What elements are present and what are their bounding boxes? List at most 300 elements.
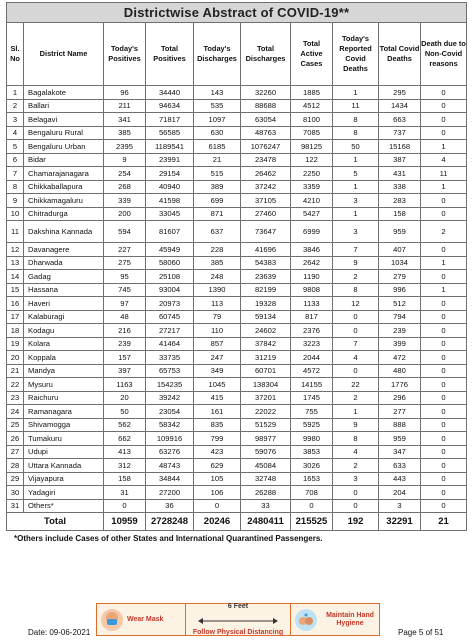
data-cell: 58060 xyxy=(146,256,194,270)
row-number: 10 xyxy=(7,207,24,221)
distancing-section xyxy=(186,604,291,635)
data-cell: 2376 xyxy=(291,324,333,338)
distancing-icon xyxy=(198,611,278,629)
data-cell: 37842 xyxy=(241,337,291,351)
data-cell: 94634 xyxy=(146,99,194,113)
table-row xyxy=(7,256,467,270)
table-row xyxy=(7,445,467,459)
data-cell: 349 xyxy=(194,364,241,378)
data-cell: 247 xyxy=(194,351,241,365)
col-header-total-positives: Total Positives xyxy=(146,23,194,86)
data-cell: 0 xyxy=(333,364,379,378)
data-cell: 662 xyxy=(104,432,146,446)
data-cell: 11 xyxy=(421,167,467,181)
data-cell: 71817 xyxy=(146,113,194,127)
district-name: Udupi xyxy=(24,445,104,459)
data-cell: 37201 xyxy=(241,391,291,405)
row-number: 22 xyxy=(7,378,24,392)
data-cell: 6185 xyxy=(194,140,241,154)
data-cell: 54383 xyxy=(241,256,291,270)
data-cell: 888 xyxy=(379,418,421,432)
data-cell: 341 xyxy=(104,113,146,127)
data-cell: 27217 xyxy=(146,324,194,338)
data-cell: 50 xyxy=(104,405,146,419)
row-number: 2 xyxy=(7,99,24,113)
data-cell: 0 xyxy=(421,364,467,378)
table-row xyxy=(7,432,467,446)
data-cell: 423 xyxy=(194,445,241,459)
data-cell: 3846 xyxy=(291,243,333,257)
data-cell: 9 xyxy=(104,153,146,167)
table-row xyxy=(7,310,467,324)
data-cell: 11 xyxy=(333,99,379,113)
data-cell: 63276 xyxy=(146,445,194,459)
data-cell: 8 xyxy=(333,432,379,446)
data-cell: 36 xyxy=(146,499,194,513)
data-cell: 15168 xyxy=(379,140,421,154)
data-cell: 1 xyxy=(421,140,467,154)
district-name: Dharwada xyxy=(24,256,104,270)
data-cell: 0 xyxy=(291,499,333,513)
data-cell: 275 xyxy=(104,256,146,270)
data-cell: 40940 xyxy=(146,180,194,194)
data-cell: 22 xyxy=(333,378,379,392)
data-cell: 25108 xyxy=(146,270,194,284)
data-cell: 0 xyxy=(421,337,467,351)
data-cell: 0 xyxy=(333,499,379,513)
district-name: Chamarajanagara xyxy=(24,167,104,181)
data-cell: 1076247 xyxy=(241,140,291,154)
data-cell: 0 xyxy=(421,351,467,365)
data-cell: 34844 xyxy=(146,472,194,486)
data-cell: 0 xyxy=(421,126,467,140)
data-cell: 0 xyxy=(333,324,379,338)
data-cell: 996 xyxy=(379,283,421,297)
data-cell: 82199 xyxy=(241,283,291,297)
data-cell: 9 xyxy=(333,256,379,270)
data-cell: 0 xyxy=(421,499,467,513)
table-row xyxy=(7,86,467,100)
table-row xyxy=(7,391,467,405)
data-cell: 0 xyxy=(421,432,467,446)
data-cell: 737 xyxy=(379,126,421,140)
data-cell: 158 xyxy=(379,207,421,221)
data-cell: 106 xyxy=(194,486,241,500)
table-body xyxy=(7,86,467,513)
data-cell: 45949 xyxy=(146,243,194,257)
data-cell: 228 xyxy=(194,243,241,257)
table-row xyxy=(7,113,467,127)
table-row xyxy=(7,486,467,500)
data-cell: 794 xyxy=(379,310,421,324)
data-cell: 7085 xyxy=(291,126,333,140)
data-cell: 0 xyxy=(194,499,241,513)
data-cell: 0 xyxy=(421,207,467,221)
data-cell: 397 xyxy=(104,364,146,378)
total-cell: 2480411 xyxy=(241,513,291,531)
data-cell: 0 xyxy=(421,113,467,127)
row-number: 7 xyxy=(7,167,24,181)
data-cell: 60745 xyxy=(146,310,194,324)
data-cell: 633 xyxy=(379,459,421,473)
table-row xyxy=(7,194,467,208)
district-name: Davanagere xyxy=(24,243,104,257)
data-cell: 3026 xyxy=(291,459,333,473)
data-cell: 65753 xyxy=(146,364,194,378)
table-row xyxy=(7,180,467,194)
district-name: Dakshina Kannada xyxy=(24,221,104,243)
data-cell: 385 xyxy=(104,126,146,140)
data-cell: 535 xyxy=(194,99,241,113)
data-cell: 8 xyxy=(333,113,379,127)
data-cell: 239 xyxy=(379,324,421,338)
data-cell: 23639 xyxy=(241,270,291,284)
data-cell: 60701 xyxy=(241,364,291,378)
data-cell: 41464 xyxy=(146,337,194,351)
data-cell: 0 xyxy=(421,243,467,257)
data-cell: 443 xyxy=(379,472,421,486)
data-cell: 3 xyxy=(333,194,379,208)
data-cell: 5 xyxy=(333,167,379,181)
data-cell: 1434 xyxy=(379,99,421,113)
district-table xyxy=(6,2,467,531)
data-cell: 37105 xyxy=(241,194,291,208)
district-name: Shivamogga xyxy=(24,418,104,432)
data-cell: 14155 xyxy=(291,378,333,392)
data-cell: 4512 xyxy=(291,99,333,113)
data-cell: 1 xyxy=(421,256,467,270)
data-cell: 279 xyxy=(379,270,421,284)
col-header-district: District Name xyxy=(24,23,104,86)
data-cell: 338 xyxy=(379,180,421,194)
data-cell: 312 xyxy=(104,459,146,473)
data-cell: 27200 xyxy=(146,486,194,500)
data-cell: 871 xyxy=(194,207,241,221)
row-number: 8 xyxy=(7,180,24,194)
data-cell: 277 xyxy=(379,405,421,419)
data-cell: 5925 xyxy=(291,418,333,432)
data-cell: 9808 xyxy=(291,283,333,297)
total-cell: 192 xyxy=(333,513,379,531)
data-cell: 93004 xyxy=(146,283,194,297)
table-row xyxy=(7,405,467,419)
data-cell: 7 xyxy=(333,337,379,351)
data-cell: 387 xyxy=(379,153,421,167)
data-cell: 399 xyxy=(379,337,421,351)
data-cell: 708 xyxy=(291,486,333,500)
table-row xyxy=(7,378,467,392)
data-cell: 0 xyxy=(421,378,467,392)
data-cell: 9 xyxy=(333,418,379,432)
data-cell: 415 xyxy=(194,391,241,405)
col-header-non-covid-deaths: Death due to Non-Covid reasons xyxy=(421,23,467,86)
row-number: 19 xyxy=(7,337,24,351)
data-cell: 2 xyxy=(333,391,379,405)
data-cell: 3223 xyxy=(291,337,333,351)
row-number: 29 xyxy=(7,472,24,486)
data-cell: 0 xyxy=(421,391,467,405)
data-cell: 24602 xyxy=(241,324,291,338)
data-cell: 431 xyxy=(379,167,421,181)
data-cell: 4210 xyxy=(291,194,333,208)
data-cell: 33 xyxy=(241,499,291,513)
data-cell: 857 xyxy=(194,337,241,351)
data-cell: 2 xyxy=(333,270,379,284)
data-cell: 0 xyxy=(333,486,379,500)
district-name: Chitradurga xyxy=(24,207,104,221)
data-cell: 110 xyxy=(194,324,241,338)
data-cell: 239 xyxy=(104,337,146,351)
row-number: 11 xyxy=(7,221,24,243)
district-name: Bengaluru Urban xyxy=(24,140,104,154)
district-name: Hassana xyxy=(24,283,104,297)
col-header-today-positives: Today's Positives xyxy=(104,23,146,86)
data-cell: 8 xyxy=(333,126,379,140)
data-cell: 0 xyxy=(421,310,467,324)
data-cell: 3 xyxy=(333,472,379,486)
data-cell: 27460 xyxy=(241,207,291,221)
data-cell: 97 xyxy=(104,297,146,311)
data-cell: 0 xyxy=(421,194,467,208)
data-cell: 295 xyxy=(379,86,421,100)
district-name: Uttara Kannada xyxy=(24,459,104,473)
table-row xyxy=(7,283,467,297)
data-cell: 34440 xyxy=(146,86,194,100)
total-cell: 20246 xyxy=(194,513,241,531)
data-cell: 0 xyxy=(421,445,467,459)
data-cell: 56585 xyxy=(146,126,194,140)
data-cell: 755 xyxy=(291,405,333,419)
data-cell: 3359 xyxy=(291,180,333,194)
data-cell: 96 xyxy=(104,86,146,100)
table-row xyxy=(7,337,467,351)
row-number: 27 xyxy=(7,445,24,459)
total-cell: 21 xyxy=(421,513,467,531)
row-number: 21 xyxy=(7,364,24,378)
data-cell: 663 xyxy=(379,113,421,127)
data-cell: 594 xyxy=(104,221,146,243)
row-number: 3 xyxy=(7,113,24,127)
data-cell: 0 xyxy=(104,499,146,513)
page-number: Page 5 of 51 xyxy=(398,628,444,637)
col-header-total-deaths: Total Covid Deaths xyxy=(379,23,421,86)
data-cell: 109916 xyxy=(146,432,194,446)
table-row xyxy=(7,418,467,432)
table-row xyxy=(7,351,467,365)
col-header-today-discharges: Today's Discharges xyxy=(194,23,241,86)
data-cell: 95 xyxy=(104,270,146,284)
data-cell: 699 xyxy=(194,194,241,208)
table-title: Districtwise Abstract of COVID-19** xyxy=(7,3,467,23)
data-cell: 0 xyxy=(421,99,467,113)
data-cell: 1189541 xyxy=(146,140,194,154)
district-name: Vijayapura xyxy=(24,472,104,486)
data-cell: 216 xyxy=(104,324,146,338)
data-cell: 23054 xyxy=(146,405,194,419)
data-cell: 59134 xyxy=(241,310,291,324)
data-cell: 1390 xyxy=(194,283,241,297)
report-date: Date: 09-06-2021 xyxy=(28,628,91,637)
data-cell: 0 xyxy=(421,459,467,473)
data-cell: 413 xyxy=(104,445,146,459)
data-cell: 227 xyxy=(104,243,146,257)
total-row xyxy=(7,513,467,531)
data-cell: 29154 xyxy=(146,167,194,181)
data-cell: 254 xyxy=(104,167,146,181)
row-number: 1 xyxy=(7,86,24,100)
district-name: Kodagu xyxy=(24,324,104,338)
data-cell: 407 xyxy=(379,243,421,257)
data-cell: 1776 xyxy=(379,378,421,392)
total-label: Total xyxy=(7,513,104,531)
col-header-sl: Sl. No xyxy=(7,23,24,86)
data-cell: 3853 xyxy=(291,445,333,459)
data-cell: 1 xyxy=(333,153,379,167)
district-name: Yadagiri xyxy=(24,486,104,500)
data-cell: 1163 xyxy=(104,378,146,392)
row-number: 15 xyxy=(7,283,24,297)
data-cell: 41696 xyxy=(241,243,291,257)
data-cell: 629 xyxy=(194,459,241,473)
data-cell: 51529 xyxy=(241,418,291,432)
district-name: Gadag xyxy=(24,270,104,284)
data-cell: 48 xyxy=(104,310,146,324)
data-cell: 2044 xyxy=(291,351,333,365)
data-cell: 1885 xyxy=(291,86,333,100)
data-cell: 73647 xyxy=(241,221,291,243)
data-cell: 48763 xyxy=(241,126,291,140)
row-number: 16 xyxy=(7,297,24,311)
data-cell: 480 xyxy=(379,364,421,378)
district-name: Bagalakote xyxy=(24,86,104,100)
district-name: Kolara xyxy=(24,337,104,351)
data-cell: 41598 xyxy=(146,194,194,208)
data-cell: 138304 xyxy=(241,378,291,392)
data-cell: 4 xyxy=(421,153,467,167)
data-cell: 0 xyxy=(421,405,467,419)
data-cell: 8100 xyxy=(291,113,333,127)
data-cell: 200 xyxy=(104,207,146,221)
data-cell: 98977 xyxy=(241,432,291,446)
data-cell: 143 xyxy=(194,86,241,100)
row-number: 30 xyxy=(7,486,24,500)
row-number: 12 xyxy=(7,243,24,257)
district-name: Chikkaballapura xyxy=(24,180,104,194)
data-cell: 20973 xyxy=(146,297,194,311)
data-cell: 1745 xyxy=(291,391,333,405)
data-cell: 248 xyxy=(194,270,241,284)
data-cell: 33045 xyxy=(146,207,194,221)
table-row xyxy=(7,207,467,221)
data-cell: 8 xyxy=(333,283,379,297)
table-row xyxy=(7,324,467,338)
header-row xyxy=(7,23,467,86)
data-cell: 817 xyxy=(291,310,333,324)
data-cell: 4 xyxy=(333,351,379,365)
data-cell: 23478 xyxy=(241,153,291,167)
data-cell: 1 xyxy=(421,180,467,194)
data-cell: 959 xyxy=(379,221,421,243)
data-cell: 4572 xyxy=(291,364,333,378)
mask-icon xyxy=(101,609,123,631)
data-cell: 50 xyxy=(333,140,379,154)
data-cell: 630 xyxy=(194,126,241,140)
row-number: 26 xyxy=(7,432,24,446)
data-cell: 1097 xyxy=(194,113,241,127)
table-row xyxy=(7,459,467,473)
data-cell: 1 xyxy=(333,207,379,221)
hygiene-section xyxy=(291,604,379,635)
data-cell: 88688 xyxy=(241,99,291,113)
row-number: 5 xyxy=(7,140,24,154)
data-cell: 7 xyxy=(333,243,379,257)
data-cell: 2642 xyxy=(291,256,333,270)
table-row xyxy=(7,221,467,243)
data-cell: 1190 xyxy=(291,270,333,284)
data-cell: 339 xyxy=(104,194,146,208)
table-row xyxy=(7,153,467,167)
col-header-today-deaths: Today's Reported Covid Deaths xyxy=(333,23,379,86)
distance-measure: 6 Feet xyxy=(227,602,249,610)
district-name: Ballari xyxy=(24,99,104,113)
row-number: 23 xyxy=(7,391,24,405)
data-cell: 105 xyxy=(194,472,241,486)
district-name: Kalaburagi xyxy=(24,310,104,324)
district-name: Belagavi xyxy=(24,113,104,127)
data-cell: 59076 xyxy=(241,445,291,459)
data-cell: 2 xyxy=(421,221,467,243)
district-name: Raichuru xyxy=(24,391,104,405)
data-cell: 1 xyxy=(333,180,379,194)
table-row xyxy=(7,364,467,378)
total-cell: 10959 xyxy=(104,513,146,531)
data-cell: 5427 xyxy=(291,207,333,221)
data-cell: 385 xyxy=(194,256,241,270)
data-cell: 79 xyxy=(194,310,241,324)
row-number: 25 xyxy=(7,418,24,432)
mask-section xyxy=(97,604,186,635)
data-cell: 296 xyxy=(379,391,421,405)
data-cell: 515 xyxy=(194,167,241,181)
table-row xyxy=(7,140,467,154)
data-cell: 158 xyxy=(104,472,146,486)
district-name: Bidar xyxy=(24,153,104,167)
data-cell: 33735 xyxy=(146,351,194,365)
row-number: 14 xyxy=(7,270,24,284)
data-cell: 2395 xyxy=(104,140,146,154)
district-name: Chikkamagaluru xyxy=(24,194,104,208)
row-number: 18 xyxy=(7,324,24,338)
district-name: Ramanagara xyxy=(24,405,104,419)
district-name: Koppala xyxy=(24,351,104,365)
data-cell: 472 xyxy=(379,351,421,365)
data-cell: 0 xyxy=(421,86,467,100)
row-number: 24 xyxy=(7,405,24,419)
data-cell: 204 xyxy=(379,486,421,500)
data-cell: 4 xyxy=(333,445,379,459)
distancing-text: Follow Physical Distancing xyxy=(192,628,284,636)
data-cell: 562 xyxy=(104,418,146,432)
data-cell: 26288 xyxy=(241,486,291,500)
footnote: *Others include Cases of other States and International Quarantined Passengers. xyxy=(14,534,323,543)
data-cell: 12 xyxy=(333,297,379,311)
data-cell: 0 xyxy=(421,418,467,432)
data-cell: 31219 xyxy=(241,351,291,365)
col-header-total-discharges: Total Discharges xyxy=(241,23,291,86)
report-page xyxy=(6,2,468,543)
table-row xyxy=(7,126,467,140)
row-number: 31 xyxy=(7,499,24,513)
